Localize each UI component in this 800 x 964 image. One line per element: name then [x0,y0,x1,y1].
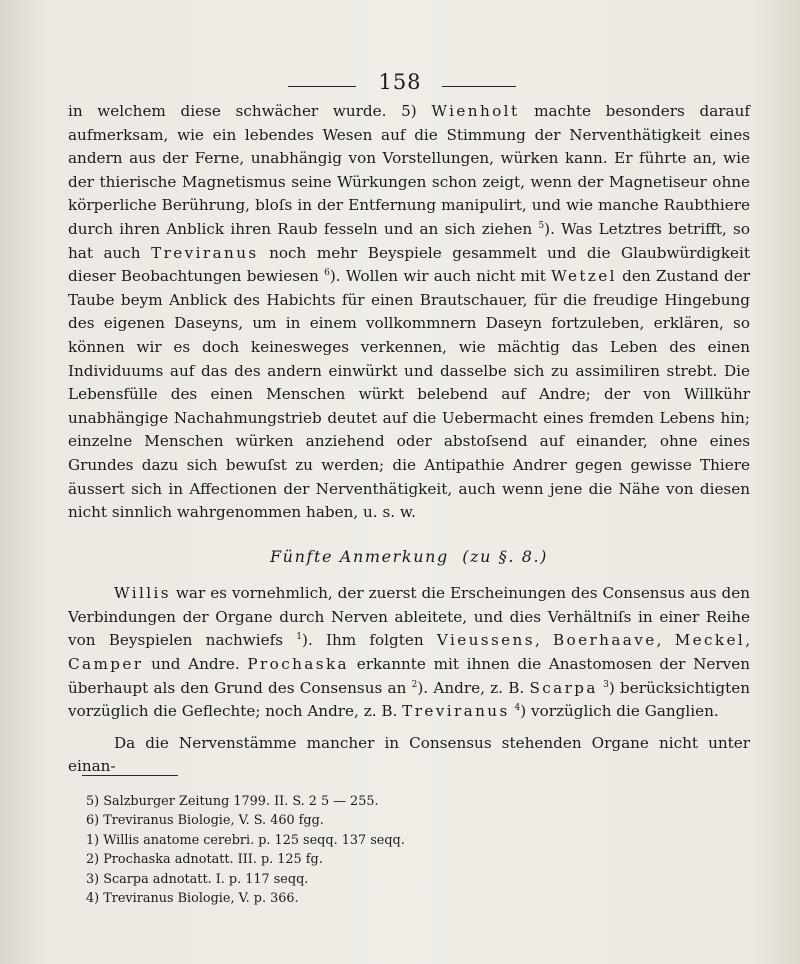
name-vieussens: Vieussens [436,631,535,650]
footnote-3: 3) Scarpa adnotatt. I. p. 117 seqq. [86,871,309,887]
footnote-ref-2: 2 [411,679,418,690]
header-rule-left [288,86,356,87]
name-wetzel: Wetzel [551,267,617,286]
paragraph-2: Willis war es vornehmlich, der zuerst die Erscheinungen des Consensus aus den Verbindungen der Organe durch Nerven ableitete, und dies Verhältniſs in einer Reihe von Beyspielen nachwiefs $^1$). Ihm folgten Vieussens, Boerhaave, Meckel, Camper und Andre. Prochaska erkannte mit ihnen die Anastomosen der Nerven überhaupt als den Grund des Consensus an $^2$). Andre, z. B. Scarpa $^3$) berücksichtigten vorzüglich die Geflechte; noch Andre, z. B. Treviranus $^4$) vorzüglich die Ganglien. [68,584,751,721]
footnote-ref-6: 6 [324,268,330,279]
name-meckel: Meckel [674,631,746,650]
footnote-6: 6) Treviranus Biologie, V. S. 460 fgg. [86,813,324,829]
name-treviranus-2: Treviranus [402,702,510,721]
name-treviranus: Treviranus [151,243,259,262]
name-prochaska: Prochaska [247,655,350,674]
footnote-2: 2) Prochaska adnotatt. III. p. 125 fg. [86,852,323,868]
section-reference: (zu §. 8.) [462,546,549,566]
footnote-ref-4: 4 [514,703,521,714]
paragraph-3: Da die Nervenstämme mancher in Consensus stehenden Organe nicht unter einan- [68,733,750,776]
name-scarpa: Scarpa [529,678,598,697]
paragraph-1: in welchem diese schwächer wurde. 5) Wienholt machte besonders darauf aufmerksam, wie ein lebendes Wesen auf die Stimmung der Nerventhätigkeit eines andern aus der Ferne, unabhängig von Vorstellungen, würken kann. Er führte an, wie der thierische Magnetismus seine Würkungen schon zeigt, wenn der Magnetiseur ohne körperliche Berührung, bloſs in der Entfernung manipulirt, und wie manche Raubthiere durch ihren Anblick ihren Raub fesseln und an sich ziehen $^5$). Was Letztres betrifft, so hat auch Treviranus noch mehr Beyspiele gesammelt und die Glaubwürdigkeit dieser Beobachtungen bewiesen $^6$). Wollen wir auch nicht mit Wetzel den Zustand der Taube beym Anblick des Habichts für einen Brautschauer, für die freudige Hingebung des eigenen Daseyns, um in einem vollkommnern Daseyn fortzuleben, erklären, so können wir es doch keinesweges verkennen, wie mächtig das Leben des einen Individuums auf das des andern einwürkt und dasselbe sich zu assimiliren strebt. Die Lebensfülle des einen Menschen würkt belebend auf Andre; der von Willkühr unabhängige Nachahmungstrieb deutet auf die Uebermacht eines fremden Lebens hin; einzelne Menschen würken anziehend oder abstoſsend auf einander, ohne eines Grundes dazu sich bewuſst zu werden; die Antipathie Andrer gegen gewisse Thiere äussert sich in Affectionen der Nerventhätigkeit, auch wenn jene die Nähe von diesen nicht sinnlich wahrgenommen haben, u. s. w. [68,102,751,522]
section-title: Fünfte Anmerkung [269,546,449,566]
footnote-5: 5) Salzburger Zeitung 1799. II. S. 2 5 — 255. [86,794,379,809]
page-number: 158 [378,70,422,94]
main-text [68,100,750,779]
name-boerhaave: Boerhaave [553,631,657,650]
page-header [0,70,800,100]
footnote-4: 4) Treviranus Biologie, V. p. 366. [86,891,299,907]
footnote-ref-5: 5 [538,220,545,231]
section-heading [68,545,750,569]
header-rule-right [442,86,516,87]
footnote-rule [82,775,178,776]
footnotes [86,792,606,908]
footnote-1: 1) Willis anatome cerebri. p. 125 seqq. 137 seqq. [86,832,405,848]
name-camper: Camper [68,655,144,674]
footnote-ref-1: 1 [296,632,303,643]
footnote-ref-3: 3 [603,679,609,690]
name-willis: Willis [114,584,171,603]
name-wienholt: Wienholt [431,102,520,120]
